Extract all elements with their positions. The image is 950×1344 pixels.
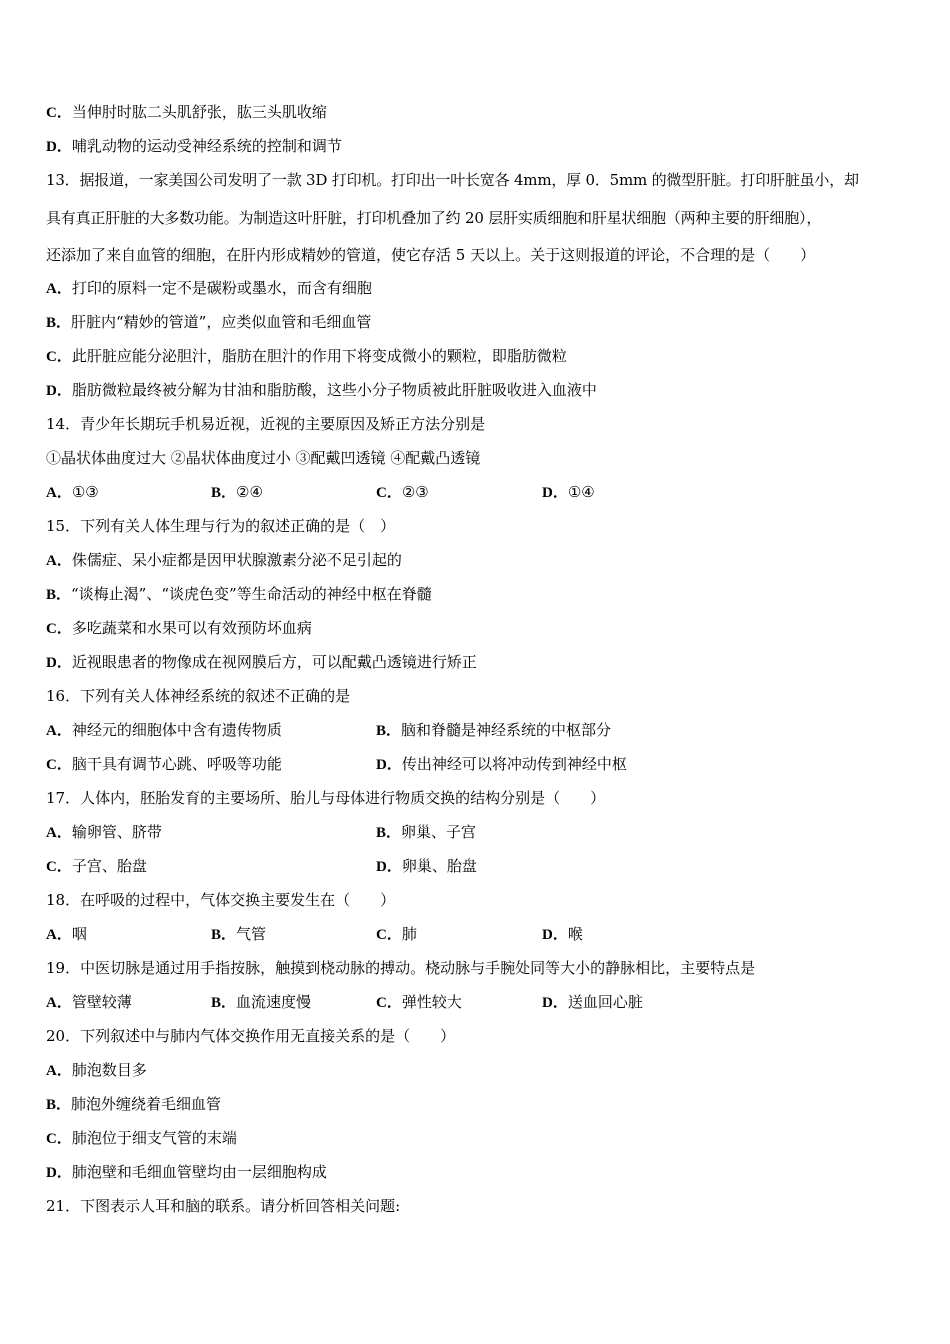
- q13-stem-line3: 还添加了来自血管的细胞，在肝内形成精妙的管道，使它存活 5 天以上。关于这则报道的评论，不合理的是（ ）: [46, 246, 816, 264]
- q13-option-a: [46, 276, 372, 300]
- q21-stem: 21．下图表示人耳和脑的联系。请分析回答相关问题:: [46, 1197, 401, 1215]
- option-label: D．: [542, 927, 568, 943]
- option-text: 血流速度慢: [236, 993, 312, 1011]
- q19-option-a: [46, 990, 132, 1015]
- q20-stem: 20．下列叙述中与肺内气体交换作用无直接关系的是（ ）: [46, 1027, 456, 1045]
- q20-option-a: [46, 1058, 147, 1082]
- q14-option-b: [211, 480, 263, 505]
- q15-option-a: [46, 548, 402, 572]
- option-label: D．: [46, 139, 72, 155]
- q16-option-b: [376, 718, 611, 743]
- option-text: 咽: [71, 925, 87, 943]
- option-text: 肺: [401, 925, 417, 943]
- option-label: A．: [46, 927, 72, 943]
- q17-option-b: [376, 820, 476, 845]
- option-text: 当伸肘时肱二头肌舒张，肱三头肌收缩: [71, 103, 327, 121]
- option-text: “谈梅止渴”、“谈虎色变”等生命活动的神经中枢在脊髓: [71, 585, 432, 603]
- option-text: ①③: [71, 483, 99, 501]
- option-label: C．: [46, 859, 72, 875]
- q14-option-c: [376, 480, 429, 505]
- option-text: 多吃蔬菜和水果可以有效预防坏血病: [71, 619, 312, 637]
- q16-options-row1: [46, 718, 912, 742]
- option-label: A．: [46, 553, 72, 569]
- option-label: A．: [46, 1063, 72, 1079]
- option-text: 传出神经可以将冲动传到神经中枢: [401, 755, 627, 773]
- option-text: 哺乳动物的运动受神经系统的控制和调节: [71, 137, 342, 155]
- q17-option-c: [46, 854, 147, 879]
- q14-stem: 14．青少年长期玩手机易近视，近视的主要原因及矫正方法分别是: [46, 415, 486, 433]
- option-label: D．: [542, 485, 568, 501]
- option-label: B．: [211, 995, 237, 1011]
- option-label: C．: [46, 105, 72, 121]
- option-text: 脑干具有调节心跳、呼吸等功能: [71, 755, 282, 773]
- option-label: B．: [376, 723, 402, 739]
- option-text: 肺泡壁和毛细血管壁均由一层细胞构成: [71, 1163, 327, 1181]
- q18-options: [46, 922, 912, 946]
- option-label: C．: [376, 927, 402, 943]
- option-label: B．: [211, 485, 237, 501]
- q19-option-c: [376, 990, 462, 1015]
- q17-options-row1: [46, 820, 912, 844]
- option-label: A．: [46, 281, 72, 297]
- q16-stem: 16．下列有关人体神经系统的叙述不正确的是: [46, 687, 351, 705]
- option-label: D．: [376, 757, 402, 773]
- option-text: ①④: [567, 483, 595, 501]
- option-text: 侏儒症、呆小症都是因甲状腺激素分泌不足引起的: [71, 551, 402, 569]
- option-label: B．: [46, 1097, 72, 1113]
- option-text: 管壁较薄: [71, 993, 132, 1011]
- q18-option-c: [376, 922, 417, 947]
- option-label: C．: [46, 349, 72, 365]
- q20-option-b: [46, 1092, 221, 1116]
- option-text: 肝脏内“精妙的管道”，应类似血管和毛细血管: [71, 313, 372, 331]
- option-label: C．: [46, 1131, 72, 1147]
- q20-option-d: [46, 1160, 327, 1184]
- q18-option-d: [542, 922, 583, 947]
- q16-options-row2: [46, 752, 912, 776]
- q16-option-c: [46, 752, 282, 777]
- q19-option-b: [211, 990, 311, 1015]
- q13-stem-line2: 具有真正肝脏的大多数功能。为制造这叶肝脏，打印机叠加了约 20 层肝实质细胞和肝星状细胞（两种主要的肝细胞），: [46, 209, 822, 227]
- option-text: 弹性较大: [401, 993, 462, 1011]
- option-label: D．: [46, 655, 72, 671]
- q13-option-b: [46, 310, 371, 334]
- option-text: ②④: [236, 483, 263, 501]
- option-text: ②③: [401, 483, 429, 501]
- q17-stem: 17．人体内，胚胎发育的主要场所、胎儿与母体进行物质交换的结构分别是（ ）: [46, 789, 606, 807]
- option-text: 肺泡外缠绕着毛细血管: [71, 1095, 222, 1113]
- option-label: D．: [46, 383, 72, 399]
- q15-option-c: [46, 616, 312, 640]
- option-text: 打印的原料一定不是碳粉或墨水，而含有细胞: [71, 279, 372, 297]
- q13-stem-line1: 13．据报道，一家美国公司发明了一款 3D 打印机。打印出一叶长宽各 4mm，厚 0．5mm 的微型肝脏。打印肝脏虽小，却: [46, 171, 859, 189]
- q19-stem: 19．中医切脉是通过用手指按脉，触摸到桡动脉的搏动。桡动脉与手腕处同等大小的静脉相比，主要特点是: [46, 959, 756, 977]
- option-text: 脑和脊髓是神经系统的中枢部分: [401, 721, 612, 739]
- option-label: A．: [46, 723, 72, 739]
- option-text: 近视眼患者的物像成在视网膜后方，可以配戴凸透镜进行矫正: [71, 653, 477, 671]
- option-text: 此肝脏应能分泌胆汁，脂肪在胆汁的作用下将变成微小的颗粒，即脂肪微粒: [71, 347, 567, 365]
- option-label: C．: [46, 621, 72, 637]
- option-label: B．: [376, 825, 402, 841]
- q16-option-d: [376, 752, 627, 777]
- q13-option-c: [46, 344, 567, 368]
- option-text: 气管: [236, 925, 267, 943]
- option-text: 肺泡位于细支气管的末端: [71, 1129, 237, 1147]
- q14-option-a: [46, 480, 99, 505]
- q13-option-d: [46, 378, 597, 402]
- option-text: 卵巢、子宫: [401, 823, 477, 841]
- option-label: A．: [46, 485, 72, 501]
- option-label: C．: [46, 757, 72, 773]
- q16-option-a: [46, 718, 282, 743]
- option-label: D．: [46, 1165, 72, 1181]
- q15-stem: 15．下列有关人体生理与行为的叙述正确的是（ ）: [46, 517, 396, 535]
- q19-options: [46, 990, 912, 1014]
- option-label: B．: [46, 587, 72, 603]
- q15-option-b: [46, 582, 432, 606]
- option-label: D．: [542, 995, 568, 1011]
- option-text: 喉: [567, 925, 583, 943]
- q12-option-d: [46, 134, 342, 158]
- option-label: B．: [211, 927, 237, 943]
- option-text: 脂肪微粒最终被分解为甘油和脂肪酸，这些小分子物质被此肝脏吸收进入血液中: [71, 381, 597, 399]
- q14-option-d: [542, 480, 595, 505]
- option-text: 输卵管、脐带: [71, 823, 162, 841]
- q14-options: [46, 480, 912, 504]
- option-label: D．: [376, 859, 402, 875]
- option-label: C．: [376, 995, 402, 1011]
- q18-stem: 18．在呼吸的过程中，气体交换主要发生在（ ）: [46, 891, 396, 909]
- q18-option-a: [46, 922, 87, 947]
- q17-option-d: [376, 854, 477, 879]
- q17-option-a: [46, 820, 162, 845]
- option-text: 神经元的细胞体中含有遗传物质: [71, 721, 282, 739]
- option-text: 子宫、胎盘: [71, 857, 147, 875]
- option-label: B．: [46, 315, 72, 331]
- option-label: C．: [376, 485, 402, 501]
- q17-options-row2: [46, 854, 912, 878]
- option-text: 送血回心脏: [567, 993, 643, 1011]
- q18-option-b: [211, 922, 266, 947]
- option-label: A．: [46, 825, 72, 841]
- option-label: A．: [46, 995, 72, 1011]
- q14-choices: ①晶状体曲度过大 ②晶状体曲度过小 ③配戴凹透镜 ④配戴凸透镜: [46, 449, 481, 467]
- q20-option-c: [46, 1126, 237, 1150]
- q12-option-c: [46, 100, 327, 124]
- option-text: 卵巢、胎盘: [401, 857, 477, 875]
- q15-option-d: [46, 650, 477, 674]
- option-text: 肺泡数目多: [71, 1061, 147, 1079]
- q19-option-d: [542, 990, 643, 1015]
